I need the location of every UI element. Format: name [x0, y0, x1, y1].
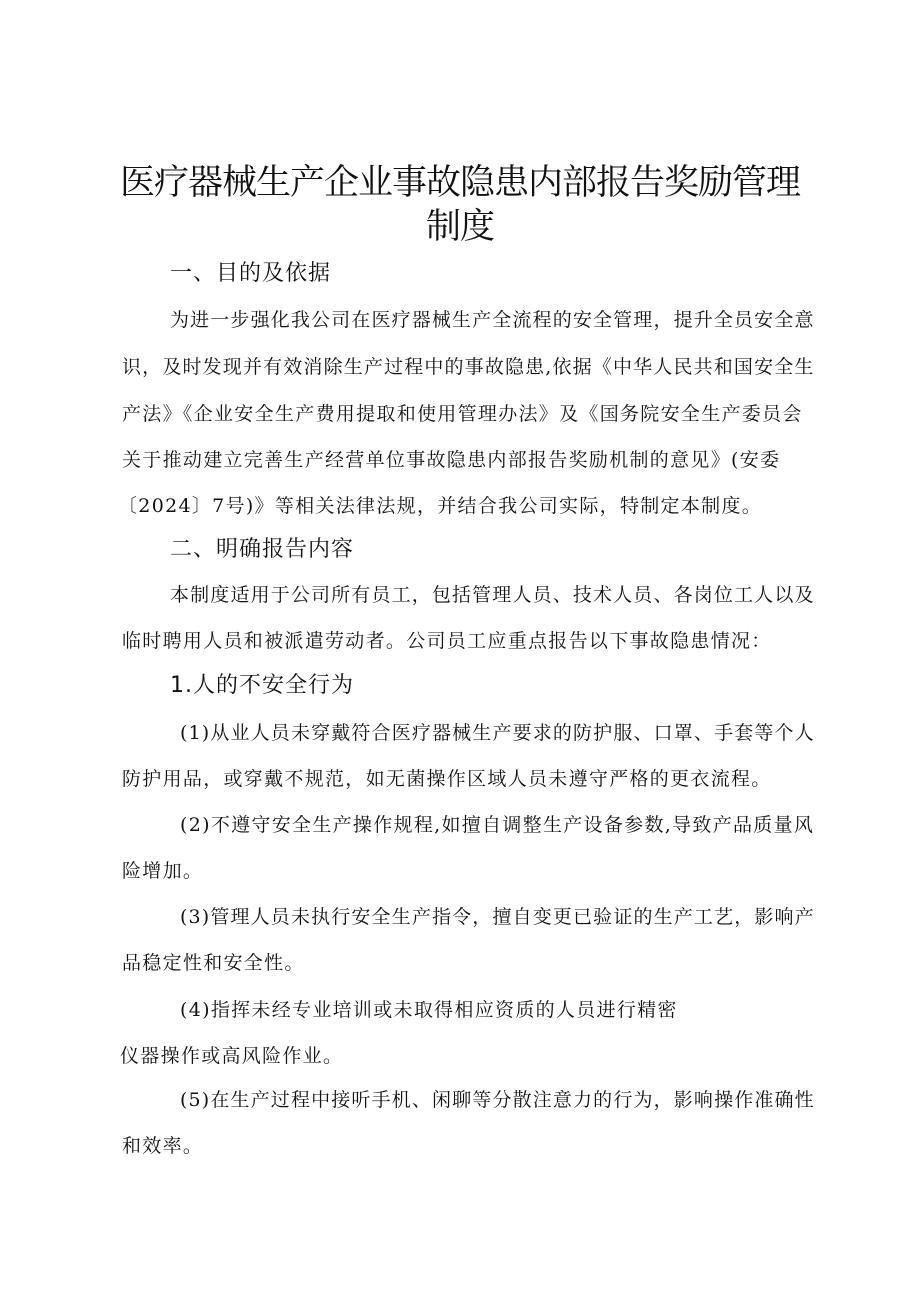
- section-1-paragraph-line: 关于推动建立完善生产经营单位事故隐患内部报告奖励机制的意见》(安委: [122, 449, 781, 471]
- list-item-line: (2)不遵守安全生产操作规程,如擅自调整生产设备参数,导致产品质量风: [180, 814, 815, 836]
- list-item-line: (1)从业人员未穿戴符合医疗器械生产要求的防护服、口罩、手套等个人: [180, 722, 815, 744]
- section-1-heading: 一、目的及依据: [170, 261, 332, 286]
- section-2-heading: 二、明确报告内容: [170, 537, 355, 562]
- section-2-paragraph-line: 临时聘用人员和被派遣劳动者。公司员工应重点报告以下事故隐患情况：: [122, 630, 772, 652]
- section-1-paragraph-line: 〔2024〕7号)》等相关法律法规，并结合我公司实际，特制定本制度。: [118, 495, 763, 517]
- list-item-line: (5)在生产过程中接听手机、闲聊等分散注意力的行为，影响操作准确性: [180, 1089, 815, 1111]
- list-item-line: 防护用品，或穿戴不规范，如无菌操作区域人员未遵守严格的更衣流程。: [122, 768, 772, 790]
- document-title-line-1: 医疗器械生产企业事故隐患内部报告奖励管理: [119, 163, 800, 203]
- subsection-1-heading: 1.人的不安全行为: [170, 673, 354, 698]
- list-item-line: 仪器操作或高风险作业。: [120, 1045, 344, 1067]
- list-item-line: 和效率。: [122, 1135, 204, 1157]
- list-item-line: 品稳定性和安全性。: [122, 952, 305, 974]
- list-item-line: 险增加。: [122, 860, 204, 882]
- section-1-paragraph-line: 识，及时发现并有效消除生产过程中的事故隐患,依据《中华人民共和国安全生: [122, 356, 815, 378]
- section-1-paragraph-line: 为进一步强化我公司在医疗器械生产全流程的安全管理，提升全员安全意: [170, 309, 815, 331]
- list-item-line: (4)指挥未经专业培训或未取得相应资质的人员进行精密: [180, 999, 678, 1021]
- section-1-paragraph-line: 产法》《企业安全生产费用提取和使用管理办法》及《国务院安全生产委员会: [122, 403, 803, 425]
- list-item-line: (3)管理人员未执行安全生产指令，擅自变更已验证的生产工艺，影响产: [180, 906, 815, 928]
- section-2-paragraph-line: 本制度适用于公司所有员工，包括管理人员、技术人员、各岗位工人以及: [170, 584, 815, 606]
- document-title-line-2: 制度: [425, 207, 494, 247]
